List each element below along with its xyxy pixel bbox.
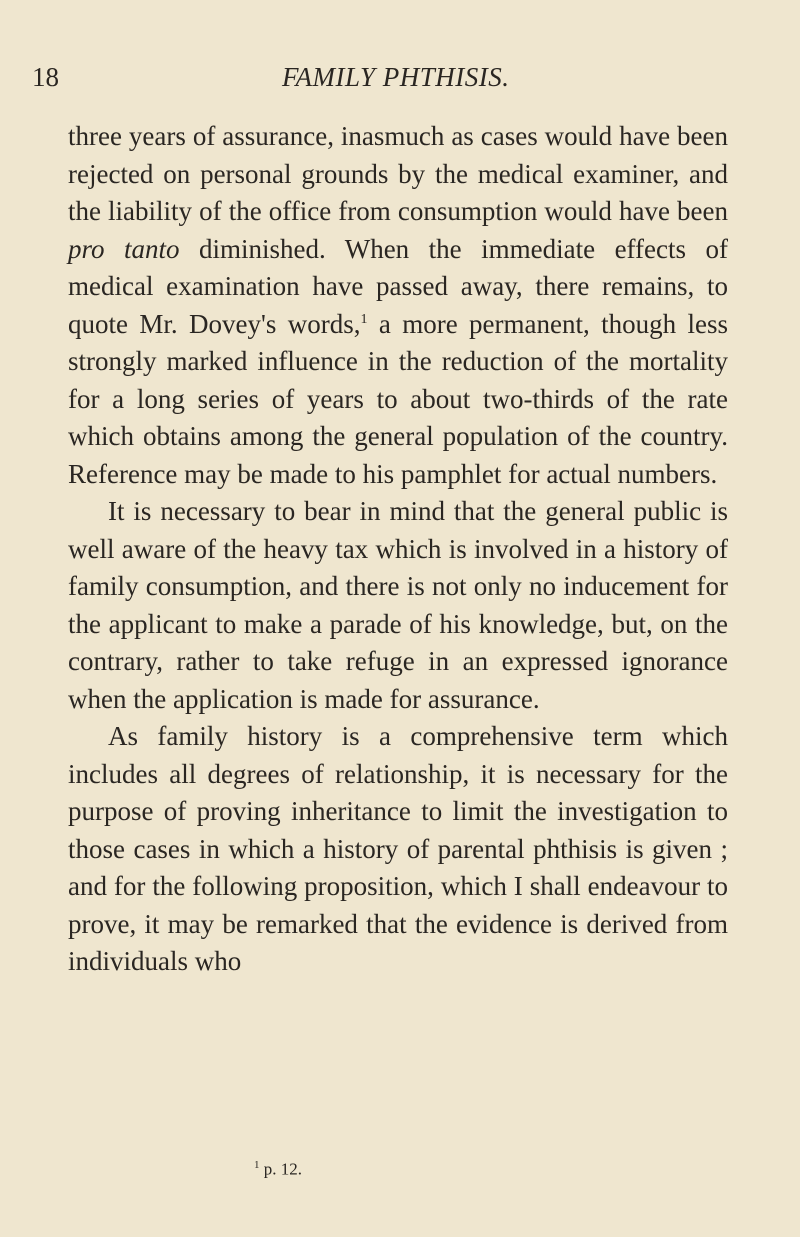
body-text <box>68 118 728 981</box>
paragraph-1-text-b: diminished. When the immediate effects of medical examination have passed away, there remains, to quote Mr. Dovey's words, <box>68 233 728 339</box>
paragraph-1 <box>68 118 728 493</box>
paragraph-1-text-a: three years of assurance, inasmuch as cases would have been rejected on personal grounds by the medical examiner, and the liability of the office from consumption would have been <box>68 121 728 226</box>
paragraph-2: It is necessary to bear in mind that the general public is well aware of the heavy tax which is involved in a history of family consumption, and there is not only no inducement for the applicant to make a parade of his knowledge, but, on the contrary, rather to take refuge in an expressed ignorance when the application is made for assurance. <box>68 496 728 714</box>
page-header <box>32 62 732 102</box>
page-number: 18 <box>32 62 59 92</box>
latin-phrase: pro tanto <box>68 233 180 264</box>
footnote-text: p. 12. <box>263 1159 302 1179</box>
footnote-reference: 1 <box>360 311 368 327</box>
paragraph-3: As family history is a comprehensive term which includes all degrees of relationship, it is necessary for the purpose of proving inheritance to limit the investigation to those cases in which a history of parental phthisis is given ; and for the following proposition, which I shall endeavour to prove, it may be remarked that the evidence is derived from individuals who <box>68 721 728 976</box>
footnote <box>254 1159 302 1180</box>
paragraph-1-text-c: a more permanent, though less strongly marked influence in the reduction of the mortality for a long series of years to about two-thirds of the rate which obtains among the general population of the country. Reference may be made to his pamphlet for actual numbers. <box>68 308 728 489</box>
footnote-mark: 1 <box>254 1159 260 1171</box>
running-title: FAMILY PHTHISIS. <box>282 62 510 92</box>
